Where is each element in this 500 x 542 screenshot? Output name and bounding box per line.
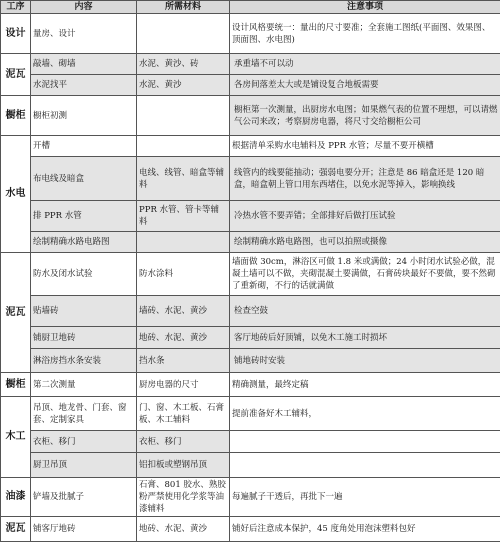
content-cell: 开槽 xyxy=(31,136,137,157)
table-row xyxy=(1,253,500,296)
stage-cell: 泥瓦 xyxy=(1,253,31,373)
notes-cell: 冷热水管不要弄错；全部排好后做打压试验 xyxy=(230,201,500,232)
notes-cell: 橱柜第一次测量，出厨房水电图；如果燃气表的位置不理想，可以请燃气公司来改；考察厨房电器，将尺寸交给橱柜公司 xyxy=(230,96,500,136)
content-cell: 防水及闭水试验 xyxy=(31,253,137,296)
content-cell: 绘制精确水路电路图 xyxy=(31,232,137,253)
table-row xyxy=(1,14,500,54)
content-cell: 衣柜、移门 xyxy=(31,431,137,453)
notes-cell: 墙面做 30cm，淋浴区可做 1.8 米或满做；24 小时闭水试验必做，混凝土墙可以不做，夹砌混凝土要满做，石膏砖块最好不要做，要不然砌了重新砌，不行的话就满做 xyxy=(230,253,500,296)
notes-cell: 承重墙不可以动 xyxy=(230,54,500,75)
content-cell: 铺厨卫地砖 xyxy=(31,327,137,349)
notes-cell xyxy=(230,453,500,478)
materials-cell: 水泥、黄沙、砖 xyxy=(137,54,230,75)
materials-cell: 墙砖、水泥、黄沙 xyxy=(137,296,230,327)
materials-cell: 石膏、801 胶水、熟胶粉严禁使用化学浆等油漆辅料 xyxy=(137,478,230,517)
table-row xyxy=(1,373,500,397)
table-row xyxy=(1,75,500,96)
materials-cell: 地砖、水泥、黄沙 xyxy=(137,327,230,349)
notes-cell: 绘制精确水路电路图，也可以拍照或摄像 xyxy=(230,232,500,253)
stage-cell: 设计 xyxy=(1,14,31,54)
notes-cell: 铺好后注意成本保护，45 度角处用泡沫塑料包好 xyxy=(230,517,500,542)
notes-cell: 检查空鼓 xyxy=(230,296,500,327)
materials-cell xyxy=(137,232,230,253)
header-notes: 注意事项 xyxy=(230,1,500,14)
table-row xyxy=(1,54,500,75)
materials-cell: 地砖、水泥、黄沙 xyxy=(137,517,230,542)
notes-cell: 客厅地砖后好顶铺，以免木工施工时损坏 xyxy=(230,327,500,349)
content-cell: 贴墙砖 xyxy=(31,296,137,327)
notes-cell: 设计风格要统一：量出的尺寸要准；全套施工图纸(平面图、效果图、顶面图、水电图) xyxy=(230,14,500,54)
table-row xyxy=(1,397,500,431)
materials-cell: 铝扣板或塑钢吊顶 xyxy=(137,453,230,478)
stage-cell: 橱柜 xyxy=(1,373,31,397)
stage-cell: 油漆 xyxy=(1,478,31,517)
header-materials: 所需材料 xyxy=(137,1,230,14)
table-row xyxy=(1,349,500,373)
table-body xyxy=(1,14,500,542)
stage-cell: 木工 xyxy=(1,397,31,478)
content-cell: 橱柜初测 xyxy=(31,96,137,136)
table-row xyxy=(1,453,500,478)
materials-cell: 挡水条 xyxy=(137,349,230,373)
content-cell: 铲墙及批腻子 xyxy=(31,478,137,517)
materials-cell: 电线、线管、暗盒等辅料 xyxy=(137,157,230,201)
table-row xyxy=(1,96,500,136)
content-cell: 铺客厅地砖 xyxy=(31,517,137,542)
content-cell: 敲墙、砌墙 xyxy=(31,54,137,75)
notes-cell: 各房间落差太大或是铺设复合地板需要 xyxy=(230,75,500,96)
table-row xyxy=(1,136,500,157)
materials-cell: PPR 水管、管卡等辅料 xyxy=(137,201,230,232)
content-cell: 排 PPR 水管 xyxy=(31,201,137,232)
table-row xyxy=(1,478,500,517)
content-cell: 淋浴房挡水条安装 xyxy=(31,349,137,373)
table-row xyxy=(1,201,500,232)
materials-cell: 厨房电器的尺寸 xyxy=(137,373,230,397)
notes-cell xyxy=(230,431,500,453)
materials-cell xyxy=(137,96,230,136)
content-cell: 吊顶、地龙骨、门套、窗套、定制家具 xyxy=(31,397,137,431)
header-stage: 工序 xyxy=(1,1,31,14)
notes-cell: 根据清单采购水电辅料及 PPR 水管；尽量不要开横槽 xyxy=(230,136,500,157)
stage-cell: 橱柜 xyxy=(1,96,31,136)
header-row xyxy=(1,1,500,14)
materials-cell: 防水涂料 xyxy=(137,253,230,296)
notes-cell: 线管内的线要能抽动；强弱电要分开；注意是 86 暗盒还是 120 暗盒，暗盒朝上管口用东西堵住，以免水泥等掉入，影响换线 xyxy=(230,157,500,201)
notes-cell: 精确测量，最终定稿 xyxy=(230,373,500,397)
stage-cell: 水电 xyxy=(1,136,31,253)
table-row xyxy=(1,327,500,349)
content-cell: 第二次测量 xyxy=(31,373,137,397)
notes-cell: 铺地砖时安装 xyxy=(230,349,500,373)
table-row xyxy=(1,431,500,453)
materials-cell: 水泥、黄沙 xyxy=(137,75,230,96)
table-row xyxy=(1,232,500,253)
materials-cell: 门、窗、木工板、石膏板、木工辅料 xyxy=(137,397,230,431)
content-cell: 厨卫吊顶 xyxy=(31,453,137,478)
table-row xyxy=(1,296,500,327)
materials-cell xyxy=(137,14,230,54)
stage-cell: 泥瓦 xyxy=(1,54,31,96)
header-content: 内容 xyxy=(31,1,137,14)
content-cell: 布电线及暗盒 xyxy=(31,157,137,201)
materials-cell xyxy=(137,136,230,157)
content-cell: 量房、设计 xyxy=(31,14,137,54)
notes-cell: 每遍腻子干透后，再批下一遍 xyxy=(230,478,500,517)
materials-cell: 衣柜、移门 xyxy=(137,431,230,453)
content-cell: 水泥找平 xyxy=(31,75,137,96)
table-row xyxy=(1,157,500,201)
notes-cell: 提前准备好木工辅料， xyxy=(230,397,500,431)
stage-cell: 泥瓦 xyxy=(1,517,31,542)
